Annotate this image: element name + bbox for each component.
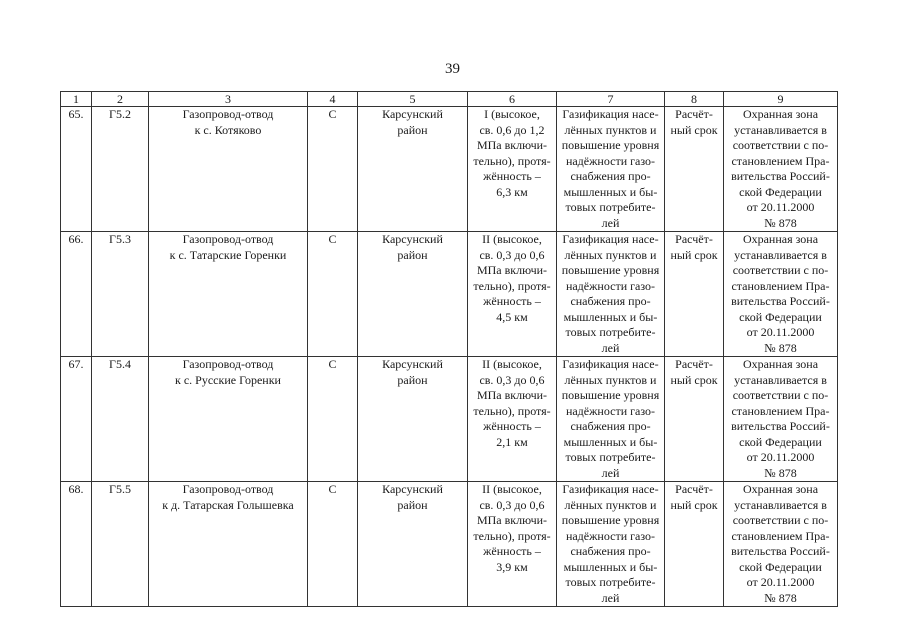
- column-header: 8: [665, 92, 724, 107]
- status-cell: С: [308, 232, 358, 357]
- protection-zone-cell: Охранная зона устанавливается в соответствии с по- становлением Пра- вительства Россий- ской Федерации от 20.11.2000 № 878: [724, 357, 838, 482]
- purpose-cell: Газификация насе- лённых пунктов и повышение уровня надёжности газо- снабжения про- мышленных и бы- товых потребите- лей: [557, 357, 665, 482]
- object-code-cell: Г5.2: [92, 107, 149, 232]
- status-cell: С: [308, 482, 358, 607]
- purpose-cell: Газификация насе- лённых пунктов и повышение уровня надёжности газо- снабжения про- мышленных и бы- товых потребите- лей: [557, 482, 665, 607]
- object-code-cell: Г5.4: [92, 357, 149, 482]
- location-cell: Карсунский район: [358, 357, 468, 482]
- term-cell: Расчёт- ный срок: [665, 232, 724, 357]
- purpose-cell: Газификация насе- лённых пунктов и повышение уровня надёжности газо- снабжения про- мышленных и бы- товых потребите- лей: [557, 232, 665, 357]
- object-code-cell: Г5.3: [92, 232, 149, 357]
- object-name-cell: Газопровод-отвод к с. Татарские Горенки: [149, 232, 308, 357]
- table-header-row: [61, 92, 838, 107]
- characteristics-cell: II (высокое, св. 0,3 до 0,6 МПа включи- тельно), протя- жённость – 3,9 км: [468, 482, 557, 607]
- table-row: [61, 357, 838, 482]
- table-row: [61, 232, 838, 357]
- term-cell: Расчёт- ный срок: [665, 482, 724, 607]
- term-cell: Расчёт- ный срок: [665, 107, 724, 232]
- gas-pipeline-table: [60, 91, 838, 607]
- characteristics-cell: I (высокое, св. 0,6 до 1,2 МПа включи- тельно), протя- жённость – 6,3 км: [468, 107, 557, 232]
- column-header: 1: [61, 92, 92, 107]
- column-header: 5: [358, 92, 468, 107]
- column-header: 3: [149, 92, 308, 107]
- protection-zone-cell: Охранная зона устанавливается в соответствии с по- становлением Пра- вительства Россий- ской Федерации от 20.11.2000 № 878: [724, 232, 838, 357]
- object-name-cell: Газопровод-отвод к с. Русские Горенки: [149, 357, 308, 482]
- row-number-cell: 67.: [61, 357, 92, 482]
- characteristics-cell: II (высокое, св. 0,3 до 0,6 МПа включи- тельно), протя- жённость – 2,1 км: [468, 357, 557, 482]
- row-number-cell: 68.: [61, 482, 92, 607]
- object-code-cell: Г5.5: [92, 482, 149, 607]
- table-row: [61, 482, 838, 607]
- row-number-cell: 66.: [61, 232, 92, 357]
- row-number-cell: 65.: [61, 107, 92, 232]
- status-cell: С: [308, 357, 358, 482]
- protection-zone-cell: Охранная зона устанавливается в соответствии с по- становлением Пра- вительства Россий- ской Федерации от 20.11.2000 № 878: [724, 107, 838, 232]
- column-header: 9: [724, 92, 838, 107]
- location-cell: Карсунский район: [358, 232, 468, 357]
- column-header: 7: [557, 92, 665, 107]
- location-cell: Карсунский район: [358, 482, 468, 607]
- object-name-cell: Газопровод-отвод к с. Котяково: [149, 107, 308, 232]
- characteristics-cell: II (высокое, св. 0,3 до 0,6 МПа включи- тельно), протя- жённость – 4,5 км: [468, 232, 557, 357]
- term-cell: Расчёт- ный срок: [665, 357, 724, 482]
- page-number: 39: [445, 61, 460, 77]
- location-cell: Карсунский район: [358, 107, 468, 232]
- table-row: [61, 107, 838, 232]
- purpose-cell: Газификация насе- лённых пунктов и повышение уровня надёжности газо- снабжения про- мышленных и бы- товых потребите- лей: [557, 107, 665, 232]
- status-cell: С: [308, 107, 358, 232]
- object-name-cell: Газопровод-отвод к д. Татарская Голышевка: [149, 482, 308, 607]
- column-header: 4: [308, 92, 358, 107]
- column-header: 6: [468, 92, 557, 107]
- column-header: 2: [92, 92, 149, 107]
- protection-zone-cell: Охранная зона устанавливается в соответствии с по- становлением Пра- вительства Россий- ской Федерации от 20.11.2000 № 878: [724, 482, 838, 607]
